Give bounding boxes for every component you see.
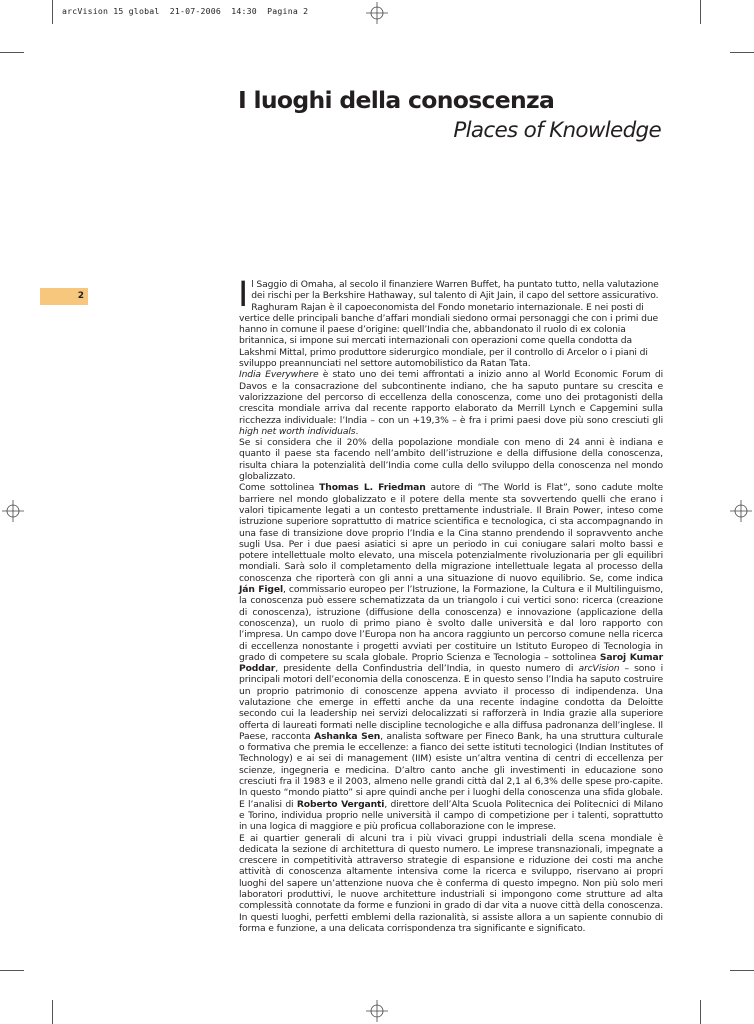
- crop-mark: [730, 52, 754, 53]
- crop-mark: [730, 970, 754, 971]
- article-paragraph: Il Saggio di Omaha, al secolo il finanziere Warren Buffet, ha puntato tutto, nella valutazione dei rischi per la Berkshire Hathaway, sul talento di Ajit Jain, il capo del settore assicurativo. Raghuram Rajan è il capoeconomista del Fondo monetario internazionale. E nei posti di vertice delle principali banche d’affari mondiali siedono ormai personaggi che con i primi due hanno in comune il paese d’origine: quell’India che, abbandonato il ruolo di ex colonia britannica, si impone sui mercati internazionali con operazioni come quella condotta da Lakshmi Mittal, primo produttore siderurgico mondiale, per il controllo di Arcelor o i piani di sviluppo preannunciati nel settore automobilistico da Ratan Tata.: [238, 275, 659, 370]
- crop-mark: [52, 1000, 53, 1024]
- crop-mark: [0, 52, 24, 53]
- registration-mark-icon: [2, 500, 24, 522]
- crop-mark: [52, 0, 53, 24]
- page-number-badge: 2: [40, 288, 88, 305]
- drop-cap: I: [238, 275, 249, 315]
- registration-mark-icon: [366, 1000, 388, 1022]
- person-name: Thomas L. Friedman: [319, 482, 426, 494]
- article-paragraph: Come sottolinea Thomas L. Friedman autore di “The World is Flat”, sono cadute molte barriere nel mondo globalizzato e il potere della mente sta sovvertendo quelli che erano i valori tipicamente legati a un contesto prettamente industriale. Il Brain Power, inteso come istruzione superiore soprattutto di matrice scientifica e tecnologica, ci sta accompagnando in una fase di transizione dove proprio l’India e la Cina stanno prendendo il sopravvento anche sugli Usa. Per i due paesi asiatici si apre un periodo in cui coniugare salari molto bassi e potere intellettuale molto elevato, una miscela potenzialmente rivoluzionaria per gli equilibri mondiali. Sarà solo il completamento della migrazione intellettuale legata al processo della conoscenza che riporterà con gli anni a una situazione di nuovo equilibrio. Se, come indica Ján Figel, commissario europeo per l’Istruzione, la Formazione, la Cultura e il Multilinguismo, la conoscenza può essere schematizzata da un triangolo i cui vertici sono: ricerca (creazione di conoscenza), istruzione (diffusione della conoscenza) e innovazione (applicazione della conoscenza), un ruolo di primo piano è svolto dalle università e dal loro rapporto con l’impresa. Un campo dove l’Europa non ha ancora raggiunto un percorso comune nella ricerca di eccellenza nonostante i progetti avviati per costituire un Istituto Europeo di Tecnologia in grado di competere su scala globale. Proprio Scienza e Tecnologia – sottolinea Saroj Kumar Poddar, presidente della Confindustria dell’India, in questo numero di arcVision – sono i principali motori dell’economia della conoscenza. E in questo senso l’India ha saputo costruire un proprio patrimonio di conoscenze appena avviato il processo di indipendenza. Una valutazione che emerge in effetti anche da una recente indagine condotta da Deloitte secondo cui la leadership nei servizi delocalizzati si rafforzerà in India grazie alla superiore offerta di laureati formati nelle discipline tecnologiche e alla diffusa padronanza dell’inglese. Il Paese, racconta Ashanka Sen, analista software per Fineco Bank, ha una struttura culturale o formativa che premia le eccellenze: a fianco dei sette istituti tecnologici (Indian Institutes of Technology) e ai sei di management (IIM) esiste un’altra ventina di centri di eccellenza per scienze, ingegneria e medicina. D’altro canto anche gli investimenti in educazione sono cresciuti fra il 1983 e il 2003, almeno nelle grandi città dal 2,1 al 6,3% delle spese pro-capite. In questo “mondo piatto” si apre quindi anche per i luoghi della conoscenza una sfida globale. E l’analisi di Roberto Verganti, direttore dell’Alta Scuola Politecnica dei Politecnici di Milano e Torino, individua proprio nelle università il campo di competizione per i talenti, soprattutto in una logica di maggiore e più proficua collaborazione con le imprese.: [239, 482, 664, 833]
- person-name: Roberto Verganti: [296, 798, 385, 810]
- person-name: Ján Figel: [239, 584, 283, 596]
- article-paragraph: E ai quartier generali di alcuni tra i più vivaci gruppi industriali della scena mondiale è dedicata la sezione di architettura di questo numero. Le imprese transnazionali, impegnate a crescere in competitività attraverso strategie di espansione e riduzione dei costi ma anche attività di conoscenza altamente intensiva come la ricerca e sviluppo, riservano ai propri luoghi del sapere un’attenzione nuova che è conferma di questo impegno. Non più solo meri laboratori produttivi, le nuove architetture industriali si impongono come strutture ad alta complessità connotate da forme e funzioni in grado di dar vita a nuove città della conoscenza. In questi luoghi, perfetti emblemi della razionalità, si assiste allora a un sapiente connubio di forma e funzione, a una delicata corrispondenza tra significante e significato.: [239, 832, 663, 934]
- page-title: I luoghi della conoscenza: [238, 86, 555, 114]
- registration-mark-icon: [366, 2, 388, 24]
- article-paragraph: India Everywhere è stato uno dei temi affrontati a inizio anno al World Economic Forum di Davos e la consacrazione del subcontinente indiano, che ha saputo puntare su crescita e valorizzazione del percorso di eccellenza della conoscenza, come uno dei protagonisti della crescita mondiale arriva dal recente rapporto elaborato da Merrill Lynch e Capgemini sulla ricchezza individuale: l’India – con un +19,3% – è fra i primi paesi dove più sono cresciuti gli high net worth individuals.: [239, 369, 664, 437]
- page-subtitle: Places of Knowledge: [453, 118, 661, 143]
- crop-mark: [700, 0, 701, 24]
- print-slug: arcVision 15 global 21-07-2006 14:30 Pagina 2: [62, 6, 309, 16]
- person-name: Ashanka Sen: [314, 730, 381, 742]
- crop-mark: [700, 1000, 701, 1024]
- crop-mark: [0, 970, 24, 971]
- article-body: [238, 275, 664, 934]
- article-paragraph: Se si considera che il 20% della popolazione mondiale con meno di 24 anni è indiana e quanto il paese sta facendo nell’ambito dell’istruzione e della diffusione della conoscenza, risulta chiara la potenzialità dell’India come culla dello sviluppo della conoscenza nel mondo globalizzato.: [239, 437, 663, 483]
- person-name: Saroj Kumar Poddar: [239, 651, 663, 675]
- registration-mark-icon: [730, 500, 752, 522]
